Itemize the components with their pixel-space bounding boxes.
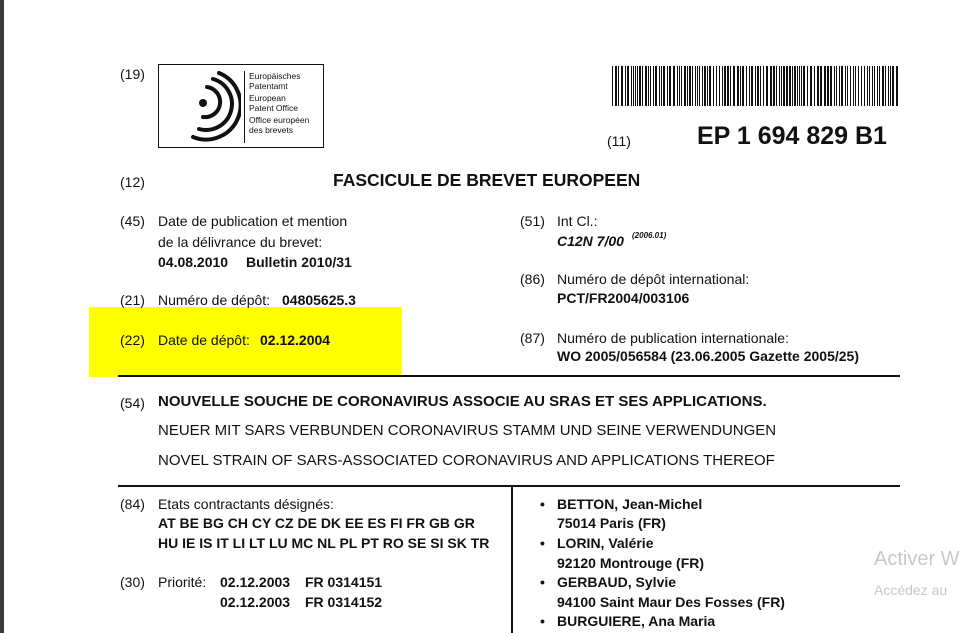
barcode-bar: [661, 66, 662, 106]
barcode-bar: [713, 66, 714, 106]
barcode-bar: [874, 66, 875, 106]
barcode-bar: [853, 66, 854, 106]
office-name-de-2: Patentamt: [249, 81, 288, 91]
barcode-bar: [740, 66, 741, 106]
barcode-bar: [751, 66, 753, 106]
barcode-bar: [797, 66, 798, 106]
application-number-label: Numéro de dépôt:: [158, 292, 271, 308]
designated-states-label: Etats contractants désignés:: [158, 496, 334, 512]
barcode-bar: [618, 66, 619, 106]
barcode-bar: [679, 66, 680, 106]
barcode-bar: [702, 66, 703, 106]
barcode-bar: [637, 66, 638, 106]
barcode-bar: [642, 66, 643, 106]
office-name-en-1: European: [249, 93, 286, 103]
barcode-bar: [625, 66, 626, 106]
barcode-bar: [861, 66, 862, 106]
barcode-bar: [817, 66, 819, 106]
barcode-bar: [869, 66, 870, 106]
barcode-bar: [730, 66, 731, 106]
barcode-bar: [727, 66, 729, 106]
barcode: [612, 66, 900, 106]
publication-label-line2: de la délivrance du brevet:: [158, 234, 323, 250]
barcode-bar: [659, 66, 660, 106]
barcode-bar: [673, 66, 675, 106]
priority-label: Priorité:: [158, 574, 207, 590]
epo-logo: [158, 64, 324, 148]
barcode-bar: [770, 66, 772, 106]
barcode-bar: [892, 66, 894, 106]
filing-date: 02.12.2004: [260, 332, 331, 348]
barcode-bar: [692, 66, 693, 106]
title-english: NOVEL STRAIN OF SARS-ASSOCIATED CORONAVIRUS AND APPLICATIONS THEREOF: [158, 452, 775, 469]
title-german: NEUER MIT SARS VERBUNDEN CORONAVIRUS STAMM UND SEINE VERWENDUNGEN: [158, 422, 777, 439]
office-name-fr-2: des brevets: [249, 125, 293, 135]
barcode-bar: [896, 66, 898, 106]
barcode-bar: [684, 66, 686, 106]
barcode-bar: [814, 66, 815, 106]
inventor-name: BURGUIERE, Ana Maria: [557, 613, 716, 629]
barcode-bar: [760, 66, 761, 106]
barcode-bar: [650, 66, 651, 106]
int-cl-value: C12N 7/00: [557, 233, 624, 249]
international-application-number: PCT/FR2004/003106: [557, 290, 690, 306]
barcode-bar: [845, 66, 846, 106]
barcode-bar: [733, 66, 735, 106]
barcode-bar: [789, 66, 791, 106]
barcode-bar: [783, 66, 785, 106]
barcode-bar: [695, 66, 696, 106]
column-divider: [511, 485, 513, 633]
barcode-bar: [882, 66, 884, 106]
barcode-bar: [635, 66, 636, 106]
barcode-bar: [810, 66, 812, 106]
inventor-bullet: •: [540, 535, 545, 551]
barcode-bar: [697, 66, 698, 106]
int-cl-version: (2006.01): [632, 231, 667, 240]
window-left-border: [0, 0, 4, 633]
field-code-86: (86): [520, 271, 545, 287]
barcode-bar: [888, 66, 889, 106]
barcode-bar: [722, 66, 723, 106]
field-code-30: (30): [120, 574, 145, 590]
barcode-bar: [645, 66, 647, 106]
barcode-bar: [801, 66, 802, 106]
priority-number: FR 0314152: [305, 594, 383, 610]
office-name-de-1: Europäisches: [249, 71, 301, 81]
field-code-21: (21): [120, 292, 145, 308]
barcode-bar: [627, 66, 629, 106]
inventor-address: 75014 Paris (FR): [557, 515, 666, 531]
field-code-87: (87): [520, 330, 545, 346]
barcode-bar: [709, 66, 711, 106]
barcode-bar: [885, 66, 886, 106]
barcode-bar: [621, 66, 623, 106]
barcode-bar: [879, 66, 880, 106]
barcode-bar: [639, 66, 641, 106]
filing-date-label: Date de dépôt:: [158, 332, 250, 348]
divider-top: [118, 375, 900, 377]
publication-bulletin: Bulletin 2010/31: [246, 254, 352, 270]
priority-date: 02.12.2003: [220, 594, 291, 610]
international-publication-number: WO 2005/056584 (23.06.2005 Gazette 2005/25): [557, 348, 859, 364]
barcode-bar: [786, 66, 788, 106]
barcode-bar: [631, 66, 632, 106]
barcode-bar: [803, 66, 805, 106]
title-french: NOUVELLE SOUCHE DE CORONAVIRUS ASSOCIE AU SRAS ET SES APPLICATIONS.: [158, 393, 767, 410]
priority-date: 02.12.2003: [220, 574, 291, 590]
barcode-bar: [755, 66, 756, 106]
barcode-bar: [864, 66, 865, 106]
barcode-bar: [667, 66, 668, 106]
inventor-bullet: •: [540, 574, 545, 590]
barcode-bar: [872, 66, 873, 106]
inventor-name: GERBAUD, Sylvie: [557, 574, 677, 590]
priority-number: FR 0314151: [305, 574, 383, 590]
epo-emblem-icon: [163, 67, 241, 145]
barcode-bar: [877, 66, 878, 106]
barcode-bar: [742, 66, 744, 106]
barcode-bar: [766, 66, 768, 106]
barcode-bar: [779, 66, 780, 106]
barcode-bar: [807, 66, 808, 106]
barcode-bar: [716, 66, 717, 106]
field-code-54: (54): [120, 395, 145, 411]
barcode-bar: [847, 66, 848, 106]
barcode-bar: [850, 66, 851, 106]
inventor-address: 92120 Montrouge (FR): [557, 555, 705, 571]
barcode-bar: [867, 66, 868, 106]
barcode-bar: [757, 66, 759, 106]
barcode-bar: [824, 66, 826, 106]
barcode-bar: [677, 66, 678, 106]
barcode-bar: [687, 66, 688, 106]
barcode-bar: [612, 66, 613, 106]
barcode-bar: [841, 66, 843, 106]
inventor-bullet: •: [540, 613, 545, 629]
barcode-bar: [633, 66, 634, 106]
barcode-bar: [890, 66, 891, 106]
document-type-title: FASCICULE DE BREVET EUROPEEN: [333, 170, 641, 190]
inventor-address: 94100 Saint Maur Des Fosses (FR): [557, 594, 785, 610]
barcode-bar: [855, 66, 856, 106]
field-code-45: (45): [120, 213, 145, 229]
barcode-bar: [655, 66, 657, 106]
international-publication-label: Numéro de publication internationale:: [557, 330, 789, 346]
barcode-bar: [719, 66, 720, 106]
barcode-bar: [746, 66, 747, 106]
barcode-bar: [749, 66, 750, 106]
designated-states-line2: HU IE IS IT LI LT LU MC NL PL PT RO SE SI SK TR: [158, 535, 490, 551]
barcode-bar: [773, 66, 775, 106]
barcode-bar: [648, 66, 649, 106]
barcode-bar: [794, 66, 796, 106]
barcode-bar: [699, 66, 700, 106]
barcode-bar: [724, 66, 726, 106]
barcode-bar: [858, 66, 859, 106]
barcode-bar: [820, 66, 822, 106]
barcode-bar: [704, 66, 706, 106]
application-number: 04805625.3: [282, 292, 356, 308]
barcode-bar: [792, 66, 793, 106]
barcode-bar: [653, 66, 654, 106]
activation-watermark-title: Activer W: [874, 548, 960, 570]
field-code-84: (84): [120, 496, 145, 512]
field-code-19: (19): [120, 66, 145, 82]
barcode-bar: [830, 66, 832, 106]
field-code-12: (12): [120, 174, 145, 190]
publication-label-line1: Date de publication et mention: [158, 213, 348, 229]
designated-states-line1: AT BE BG CH CY CZ DE DK EE ES FI FR GB GR: [158, 515, 475, 531]
inventor-name: BETTON, Jean-Michel: [557, 496, 703, 512]
inventor-name: LORIN, Valérie: [557, 535, 654, 551]
barcode-bar: [781, 66, 782, 106]
barcode-bar: [827, 66, 829, 106]
activation-watermark-text: Accédez au: [874, 582, 948, 598]
field-code-11: (11): [607, 133, 631, 149]
barcode-bar: [776, 66, 777, 106]
field-code-51: (51): [520, 213, 545, 229]
barcode-bar: [737, 66, 739, 106]
barcode-bar: [669, 66, 671, 106]
barcode-bar: [839, 66, 840, 106]
barcode-bar: [799, 66, 800, 106]
barcode-bar: [834, 66, 835, 106]
patent-number: EP 1 694 829 B1: [697, 122, 887, 150]
barcode-bar: [663, 66, 665, 106]
barcode-bar: [763, 66, 764, 106]
divider-middle: [118, 485, 900, 487]
field-code-22: (22): [120, 332, 145, 348]
barcode-bar: [681, 66, 682, 106]
office-name-en-2: Patent Office: [249, 103, 298, 113]
barcode-bar: [707, 66, 708, 106]
barcode-bar: [836, 66, 837, 106]
int-cl-label: Int Cl.:: [557, 213, 598, 229]
inventor-bullet: •: [540, 496, 545, 512]
barcode-bar: [689, 66, 691, 106]
office-name-fr-1: Office européen: [249, 115, 310, 125]
international-application-label: Numéro de dépôt international:: [557, 271, 750, 287]
barcode-bar: [615, 66, 617, 106]
publication-date: 04.08.2010: [158, 254, 229, 270]
